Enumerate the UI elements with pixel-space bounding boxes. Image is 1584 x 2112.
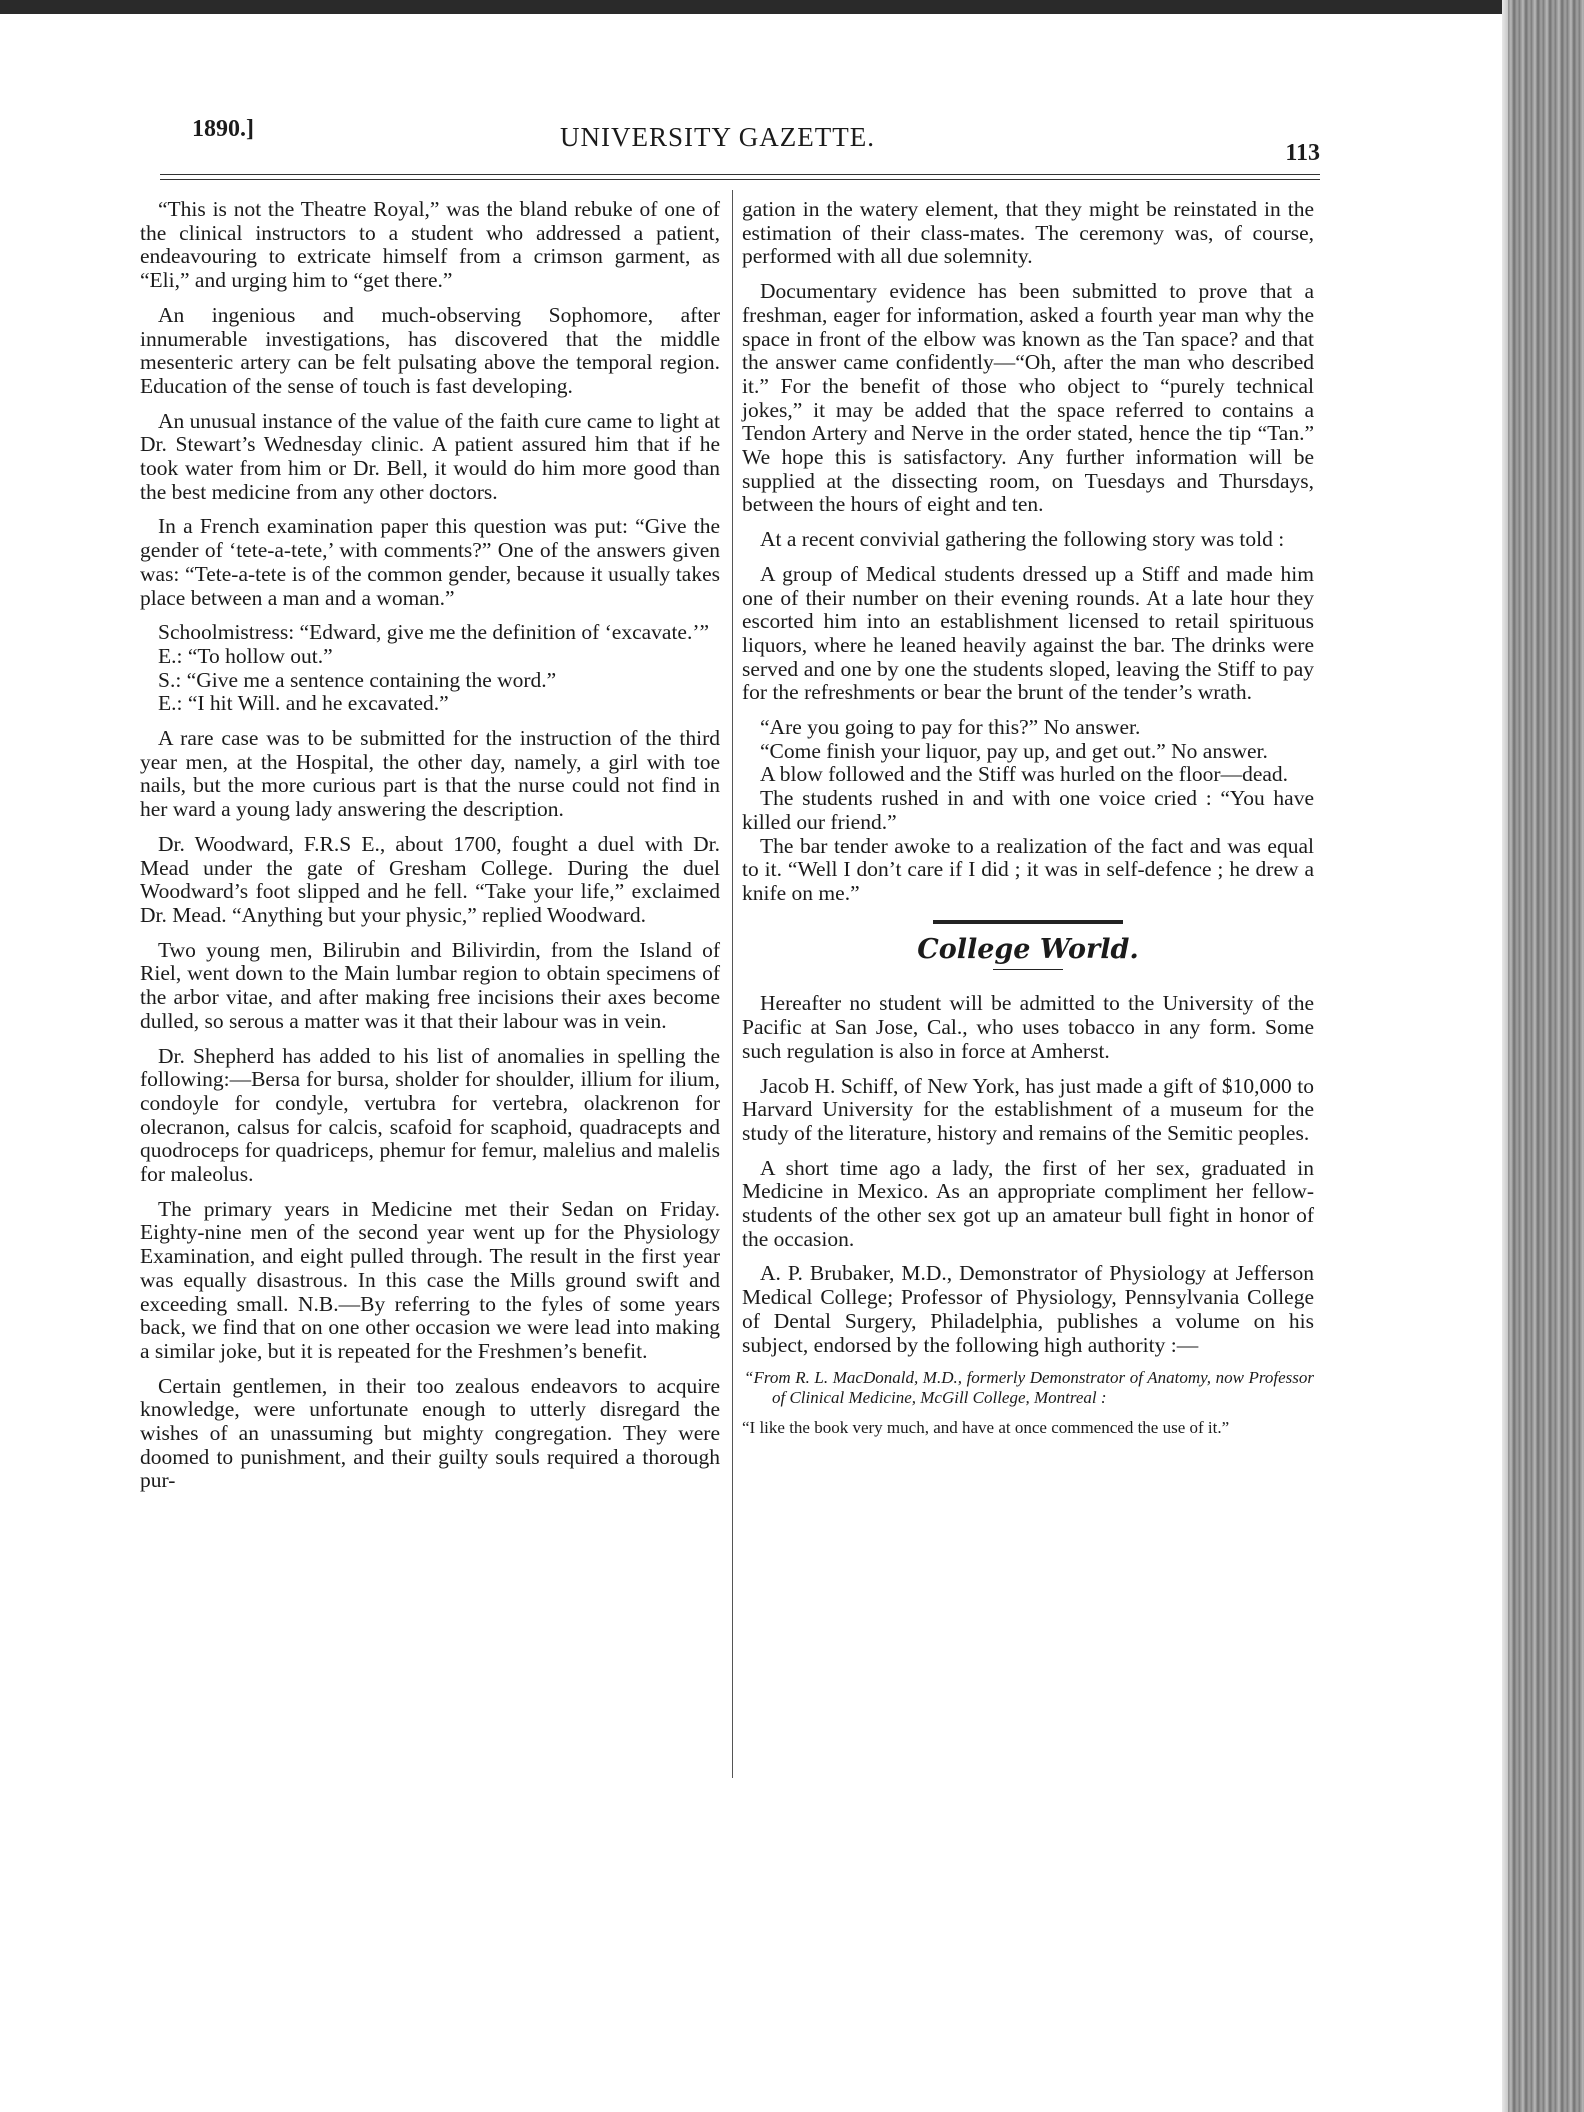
paragraph: Documentary evidence has been submitted to prove that a freshman, eager for information, asked a fourth year man why the space in front of the elbow was known as the Tan space? and that the answer came confidently—“Oh, after the man who described it.” For the benefit of those who object to “purely technical jokes,” it may be added that the space referred to contains a Tendon Artery and Nerve in the order stated, hence the tip “Tan.” We hope this is satisfactory. Any further information will be supplied at the dissecting room, on Tuesdays and Thursdays, between the hours of eight and ten. <box>742 279 1314 517</box>
paragraph: A rare case was to be submitted for the instruction of the third year men, at the Hospital, the other day, namely, a girl with toe nails, but the more curious part is that the nurse could not find in her ward a young lady answering the description. <box>140 726 720 822</box>
dialogue-line: Schoolmistress: “Edward, give me the definition of ‘excavate.’” <box>158 620 710 645</box>
paragraph: An ingenious and much-observing Sophomore, after innumerable investigations, has discovered that the middle mesenteric artery can be felt pulsating above the temporal region. Education of the sense of touch is fast developing. <box>140 302 720 398</box>
paragraph: Hereafter no student will be admitted to the University of the Pacific at San Jose, Cal., who uses tobacco in any form. Some such regulation is also in force at Amherst. <box>742 991 1314 1063</box>
section-rule <box>933 920 1123 924</box>
paragraph: A group of Medical students dressed up a Stiff and made him one of their number on their evening rounds. At a late hour they escorted him into an establishment licensed to retail spirituous liquors, where he leaned heavily against the bar. The drinks were served and one by one the students sloped, leaving the Stiff to pay for the refreshments or bear the brunt of the tender’s wrath. <box>742 561 1314 705</box>
section-rule-short <box>993 969 1063 970</box>
paragraph: At a recent convivial gathering the following story was told : <box>760 527 1285 552</box>
dialogue-line: E.: “To hollow out.” <box>158 643 333 668</box>
dialogue-line: E.: “I hit Will. and he excavated.” <box>158 691 449 716</box>
quote-source: “From R. L. MacDonald, M.D., formerly Demonstrator of Anatomy, now Professor of Clinical Medicine, McGill College, Montreal : <box>744 1368 1314 1408</box>
dialogue-line: “Are you going to pay for this?” No answer. <box>760 715 1141 740</box>
paragraph: In a French examination paper this question was put: “Give the gender of ‘tete-a-tete,’ with comments?” One of the answers given was: “Tete-a-tete is of the common gender, because it usually takes place between a man and a woman.” <box>140 514 720 610</box>
paragraph: Two young men, Bilirubin and Bilivirdin, from the Island of Riel, went down to the Main lumbar region to obtain specimens of the arbor vitae, and after making free incisions their axes become dulled, so serous a matter was it that their labour was in vein. <box>140 937 720 1033</box>
page-number: 113 <box>1285 140 1320 166</box>
header-title: UNIVERSITY GAZETTE. <box>560 122 875 152</box>
section-title: College World. <box>917 933 1139 965</box>
paragraph: gation in the watery element, that they might be reinstated in the estimation of their class-mates. The ceremony was, of course, performed with all due solemnity. <box>742 197 1314 269</box>
left-column <box>140 198 720 1504</box>
paragraph: An unusual instance of the value of the faith cure came to light at Dr. Stewart’s Wednesday clinic. A patient assured him that if he took water from him or Dr. Bell, it would do him more good than the best medicine from any other doctors. <box>140 408 720 504</box>
book-spine <box>1508 0 1584 2112</box>
dialogue-line: “Come finish your liquor, pay up, and get out.” No answer. <box>760 738 1268 763</box>
header-rule <box>160 174 1320 175</box>
paragraph: A short time ago a lady, the first of her sex, graduated in Medicine in Mexico. As an appropriate compliment her fellow-students of the other sex got up an amateur bull fight in honor of the occasion. <box>742 1155 1314 1251</box>
paragraph: Certain gentlemen, in their too zealous endeavors to acquire knowledge, were unfortunate enough to utterly disregard the wishes of an unassuming but mighty congregation. They were doomed to punishment, and their guilty souls required a thorough pur- <box>140 1373 720 1493</box>
paragraph: Dr. Woodward, F.R.S E., about 1700, fought a duel with Dr. Mead under the gate of Gresham College. During the duel Woodward’s foot slipped and he fell. “Take your life,” exclaimed Dr. Mead. “Anything but your physic,” replied Woodward. <box>140 831 720 927</box>
paragraph: Dr. Shepherd has added to his list of anomalies in spelling the following:—Bersa for bursa, sholder for shoulder, illium for ilium, condoyle for condyle, vertubra for vertebra, olackrenon for olecranon, calsus for calcis, scafoid for scaphoid, quadracepts and quodroceps for quadriceps, phemur for femur, malelius and malelis for maleolus. <box>140 1043 720 1187</box>
paragraph: A blow followed and the Stiff was hurled on the floor—dead. <box>760 762 1289 787</box>
header-year: 1890.] <box>192 116 254 142</box>
column-divider <box>732 190 733 1778</box>
paragraph: The bar tender awoke to a realization of the fact and was equal to it. “Well I don’t care if I did ; it was in self-defence ; he drew a knife on me.” <box>742 833 1314 905</box>
paragraph: “This is not the Theatre Royal,” was the bland rebuke of one of the clinical instructors to a student who addressed a patient, endeavouring to extricate himself from a crimson garment, as “Eli,” and urging him to “get there.” <box>140 197 720 293</box>
right-column <box>742 198 1314 1438</box>
running-header <box>140 110 1320 170</box>
paragraph: The primary years in Medicine met their Sedan on Friday. Eighty-nine men of the second year went up for the Physiology Examination, and eight pulled through. The result in the first year was equally disastrous. In this case the Mills ground swift and exceeding small. N.B.—By referring to the fyles of some years back, we find that on one other occasion we were lead into making a similar joke, but it is repeated for the Freshmen’s benefit. <box>140 1196 720 1363</box>
dialogue-line: S.: “Give me a sentence containing the word.” <box>158 667 557 692</box>
page <box>140 110 1320 1493</box>
scan-top-border <box>0 0 1584 14</box>
quote-text: “I like the book very much, and have at once commenced the use of it.” <box>742 1418 1230 1438</box>
paragraph: Jacob H. Schiff, of New York, has just made a gift of $10,000 to Harvard University for the establishment of a museum for the study of the literature, history and remains of the Semitic peoples. <box>742 1073 1314 1145</box>
header-rule-thin <box>160 179 1320 180</box>
paragraph: A. P. Brubaker, M.D., Demonstrator of Physiology at Jefferson Medical College; Professor of Physiology, Pennsylvania College of Dental Surgery, Philadelphia, publishes a volume on his subject, endorsed by the following high authority :— <box>742 1261 1314 1357</box>
paragraph: The students rushed in and with one voice cried : “You have killed our friend.” <box>742 786 1314 834</box>
